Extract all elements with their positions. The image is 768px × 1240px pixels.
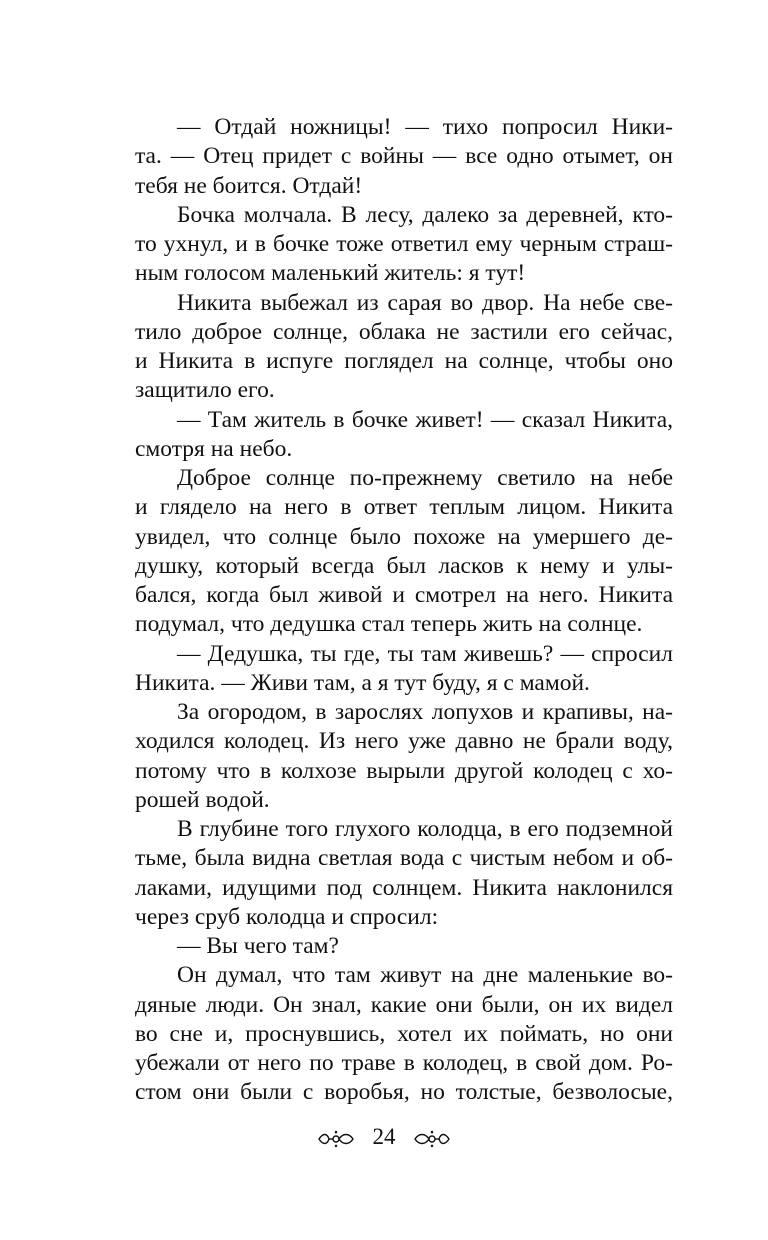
- page-footer: [0, 1122, 768, 1152]
- text-line: то ухнул, и в бочке тоже ответил ему черным страш-: [135, 231, 673, 257]
- text-line: защитило его.: [135, 377, 275, 404]
- text-line: потому что в колхозе вырыли другой колодец с хо-: [135, 757, 673, 784]
- text-line: — Дедушка, ты где, ты там живешь? — спросил: [177, 640, 673, 667]
- text-line: тило доброе солнце, облака не застили его сейчас,: [135, 318, 673, 345]
- text-line: За огородом, в зарослях лопухов и крапивы, на-: [177, 699, 673, 725]
- text-line: тьме, была видна светлая вода с чистым небом и об-: [135, 845, 673, 872]
- text-line: дяные люди. Он знал, какие они были, он их видел: [135, 991, 673, 1018]
- text-line: душку, который всегда был ласков к нему и улы-: [135, 552, 673, 579]
- text-line: бался, когда был живой и смотрел на него. Никита: [135, 582, 673, 608]
- book-page-text: [135, 113, 673, 1108]
- text-line: и глядело на него в ответ теплым лицом. Никита: [135, 494, 673, 521]
- text-line: — Там житель в бочке живет! — сказал Никита,: [177, 406, 673, 433]
- text-line: ным голосом маленький житель: я тут!: [135, 260, 526, 287]
- text-line: лаками, идущими под солнцем. Никита наклонился: [135, 874, 673, 901]
- text-line: ходился колодец. Из него уже давно не брали воду,: [135, 728, 673, 755]
- text-line: Он думал, что там живут на дне маленькие во-: [177, 962, 673, 989]
- text-line: — Вы чего там?: [177, 933, 339, 959]
- text-line: стом они были с воробья, но толстые, безволосые,: [135, 1079, 673, 1106]
- text-line: В глубине того глухого колодца, в его подземной: [177, 816, 673, 842]
- floral-ornament-icon: [317, 1129, 355, 1149]
- text-line: Бочка молчала. В лесу, далеко за деревней, кто-: [177, 201, 673, 228]
- text-line: Доброе солнце по-прежнему светило на небе: [177, 465, 673, 491]
- text-line: рошей водой.: [135, 786, 270, 813]
- text-line: во сне и, проснувшись, хотел их поймать, но они: [135, 1020, 673, 1047]
- text-line: — Отдай ножницы! — тихо попросил Ники-: [177, 114, 673, 140]
- text-line: и Никита в испуге поглядел на солнце, чтобы оно: [135, 348, 673, 374]
- text-line: через сруб колодца и спросил:: [135, 903, 439, 930]
- text-line: та. — Отец придет с войны — все одно отымет, он: [135, 143, 673, 170]
- text-line: смотря на небо.: [135, 435, 293, 462]
- text-line: увидел, что солнце было похоже на умершего де-: [135, 523, 673, 550]
- text-line: подумал, что дедушка стал теперь жить на солнце.: [135, 611, 643, 638]
- floral-ornament-icon: [413, 1129, 451, 1149]
- text-line: убежали от него по траве в колодец, в свой дом. Ро-: [135, 1050, 673, 1076]
- text-line: Никита. — Живи там, а я тут буду, я с мамой.: [135, 669, 590, 696]
- text-line: Никита выбежал из сарая во двор. На небе све-: [177, 289, 673, 316]
- page-number: 24: [372, 1124, 396, 1149]
- text-line: тебя не боится. Отдай!: [135, 172, 363, 199]
